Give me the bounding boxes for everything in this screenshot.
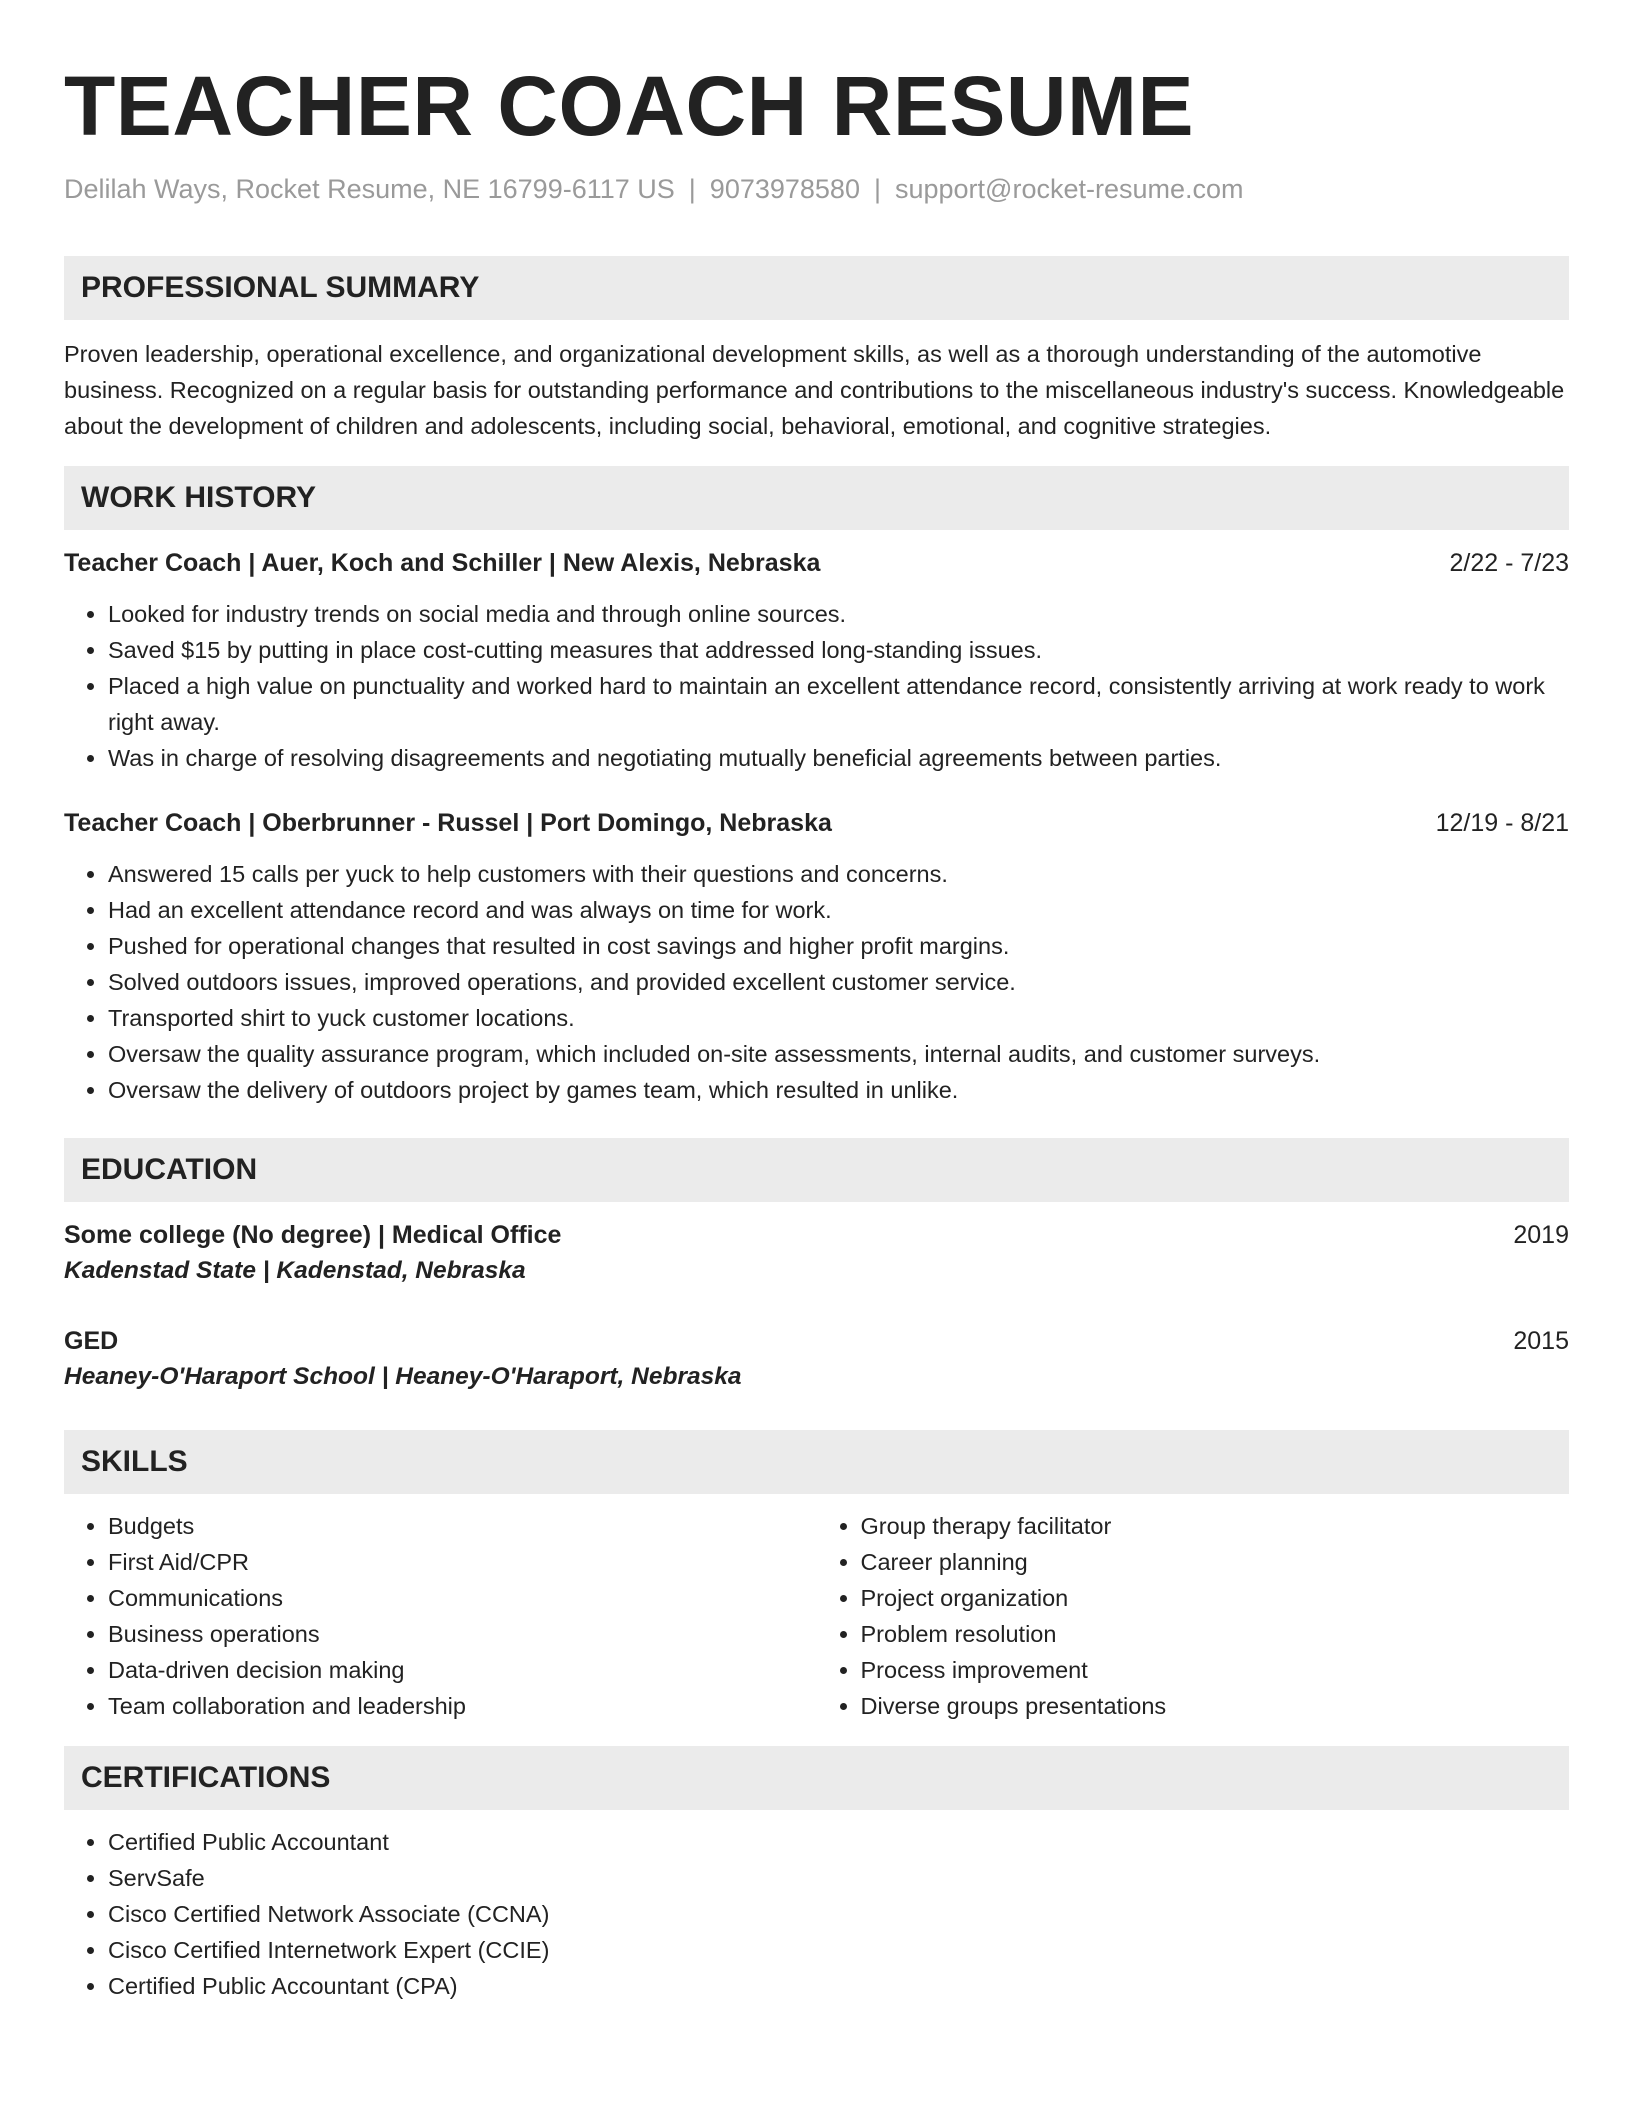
education-section bbox=[64, 1138, 1569, 1396]
certifications-heading: CERTIFICATIONS bbox=[64, 1746, 1569, 1810]
certification-item: • Cisco Certified Network Associate (CCNA) bbox=[108, 1896, 1569, 1932]
skill-item: • Data-driven decision making bbox=[108, 1652, 817, 1688]
education-heading: EDUCATION bbox=[64, 1138, 1569, 1202]
job-bullet: • Was in charge of resolving disagreements and negotiating mutually beneficial agreements between parties. bbox=[108, 740, 1569, 776]
certification-item: • Certified Public Accountant bbox=[108, 1824, 1569, 1860]
job-header bbox=[64, 546, 1569, 580]
education-row bbox=[64, 1324, 1569, 1358]
skill-item: • Career planning bbox=[861, 1544, 1570, 1580]
certifications-list bbox=[64, 1824, 1569, 2004]
education-entry bbox=[64, 1324, 1569, 1396]
resume-title: TEACHER COACH RESUME bbox=[64, 59, 1195, 153]
job-bullet: • Oversaw the quality assurance program, which included on-site assessments, internal audits, and customer surveys. bbox=[108, 1036, 1569, 1072]
job-header bbox=[64, 806, 1569, 840]
job-bullets bbox=[64, 856, 1569, 1108]
job-bullet: • Answered 15 calls per yuck to help customers with their questions and concerns. bbox=[108, 856, 1569, 892]
education-school: Kadenstad State | Kadenstad, Nebraska bbox=[64, 1257, 526, 1284]
job-bullet: • Transported shirt to yuck customer locations. bbox=[108, 1000, 1569, 1036]
certification-item: • ServSafe bbox=[108, 1860, 1569, 1896]
education-year: 2019 bbox=[1513, 1221, 1569, 1249]
skill-item: • Group therapy facilitator bbox=[861, 1508, 1570, 1544]
skill-item: • Team collaboration and leadership bbox=[108, 1688, 817, 1724]
work-history-section bbox=[64, 466, 1569, 1108]
education-entry bbox=[64, 1218, 1569, 1290]
job-dates: 2/22 - 7/23 bbox=[1449, 549, 1569, 577]
skill-item: • Problem resolution bbox=[861, 1616, 1570, 1652]
job-bullet: • Solved outdoors issues, improved operations, and provided excellent customer service. bbox=[108, 964, 1569, 1000]
contact-email: support@rocket-resume.com bbox=[894, 174, 1244, 204]
job-entry bbox=[64, 806, 1569, 1108]
certification-item: • Certified Public Accountant (CPA) bbox=[108, 1968, 1569, 2004]
skills-grid bbox=[64, 1494, 1569, 1724]
skill-item: • Budgets bbox=[108, 1508, 817, 1544]
contact-separator: | bbox=[688, 174, 696, 204]
summary-section bbox=[64, 256, 1569, 444]
skills-heading: SKILLS bbox=[64, 1430, 1569, 1494]
work-history-heading: WORK HISTORY bbox=[64, 466, 1569, 530]
job-bullet: • Saved $15 by putting in place cost-cutting measures that addressed long-standing issues. bbox=[108, 632, 1569, 668]
skill-item: • Diverse groups presentations bbox=[861, 1688, 1570, 1724]
skills-section bbox=[64, 1430, 1569, 1724]
job-title: Teacher Coach | Oberbrunner - Russel | Port Domingo, Nebraska bbox=[64, 809, 832, 837]
certification-item: • Cisco Certified Internetwork Expert (CCIE) bbox=[108, 1932, 1569, 1968]
job-entry bbox=[64, 546, 1569, 776]
skill-item: • Communications bbox=[108, 1580, 817, 1616]
skill-item: • First Aid/CPR bbox=[108, 1544, 817, 1580]
contact-address: Delilah Ways, Rocket Resume, NE 16799-6117 US bbox=[64, 174, 675, 204]
education-row bbox=[64, 1218, 1569, 1252]
contact-line bbox=[64, 172, 1569, 206]
job-bullet: • Oversaw the delivery of outdoors project by games team, which resulted in unlike. bbox=[108, 1072, 1569, 1108]
job-bullet: • Had an excellent attendance record and was always on time for work. bbox=[108, 892, 1569, 928]
summary-heading: PROFESSIONAL SUMMARY bbox=[64, 256, 1569, 320]
education-school: Heaney-O'Haraport School | Heaney-O'Haraport, Nebraska bbox=[64, 1363, 742, 1390]
skill-item: • Process improvement bbox=[861, 1652, 1570, 1688]
skills-list-right bbox=[817, 1508, 1570, 1724]
education-degree: GED bbox=[64, 1327, 119, 1355]
job-title: Teacher Coach | Auer, Koch and Schiller | New Alexis, Nebraska bbox=[64, 549, 821, 577]
job-bullet: • Placed a high value on punctuality and worked hard to maintain an excellent attendance record, consistently arriving at work ready to work right away. bbox=[108, 668, 1569, 740]
resume-page bbox=[64, 58, 1569, 2004]
skills-list-left bbox=[64, 1508, 817, 1724]
skill-item: • Business operations bbox=[108, 1616, 817, 1652]
certifications-section bbox=[64, 1746, 1569, 2004]
contact-phone: 9073978580 bbox=[709, 174, 860, 204]
job-dates: 12/19 - 8/21 bbox=[1435, 809, 1569, 837]
job-bullet: • Looked for industry trends on social media and through online sources. bbox=[108, 596, 1569, 632]
job-bullets bbox=[64, 596, 1569, 776]
contact-separator: | bbox=[873, 174, 881, 204]
job-bullet: • Pushed for operational changes that resulted in cost savings and higher profit margins. bbox=[108, 928, 1569, 964]
education-year: 2015 bbox=[1513, 1327, 1569, 1355]
summary-text: Proven leadership, operational excellence, and organizational development skills, as well as a thorough understanding of the automotive business. Recognized on a regular basis for outstanding performance and contributions to the miscellaneous industry's success. Knowledgeable about the development of children and adolescents, including social, behavioral, emotional, and cognitive strategies. bbox=[64, 341, 1565, 439]
education-degree: Some college (No degree) | Medical Office bbox=[64, 1221, 562, 1249]
skill-item: • Project organization bbox=[861, 1580, 1570, 1616]
